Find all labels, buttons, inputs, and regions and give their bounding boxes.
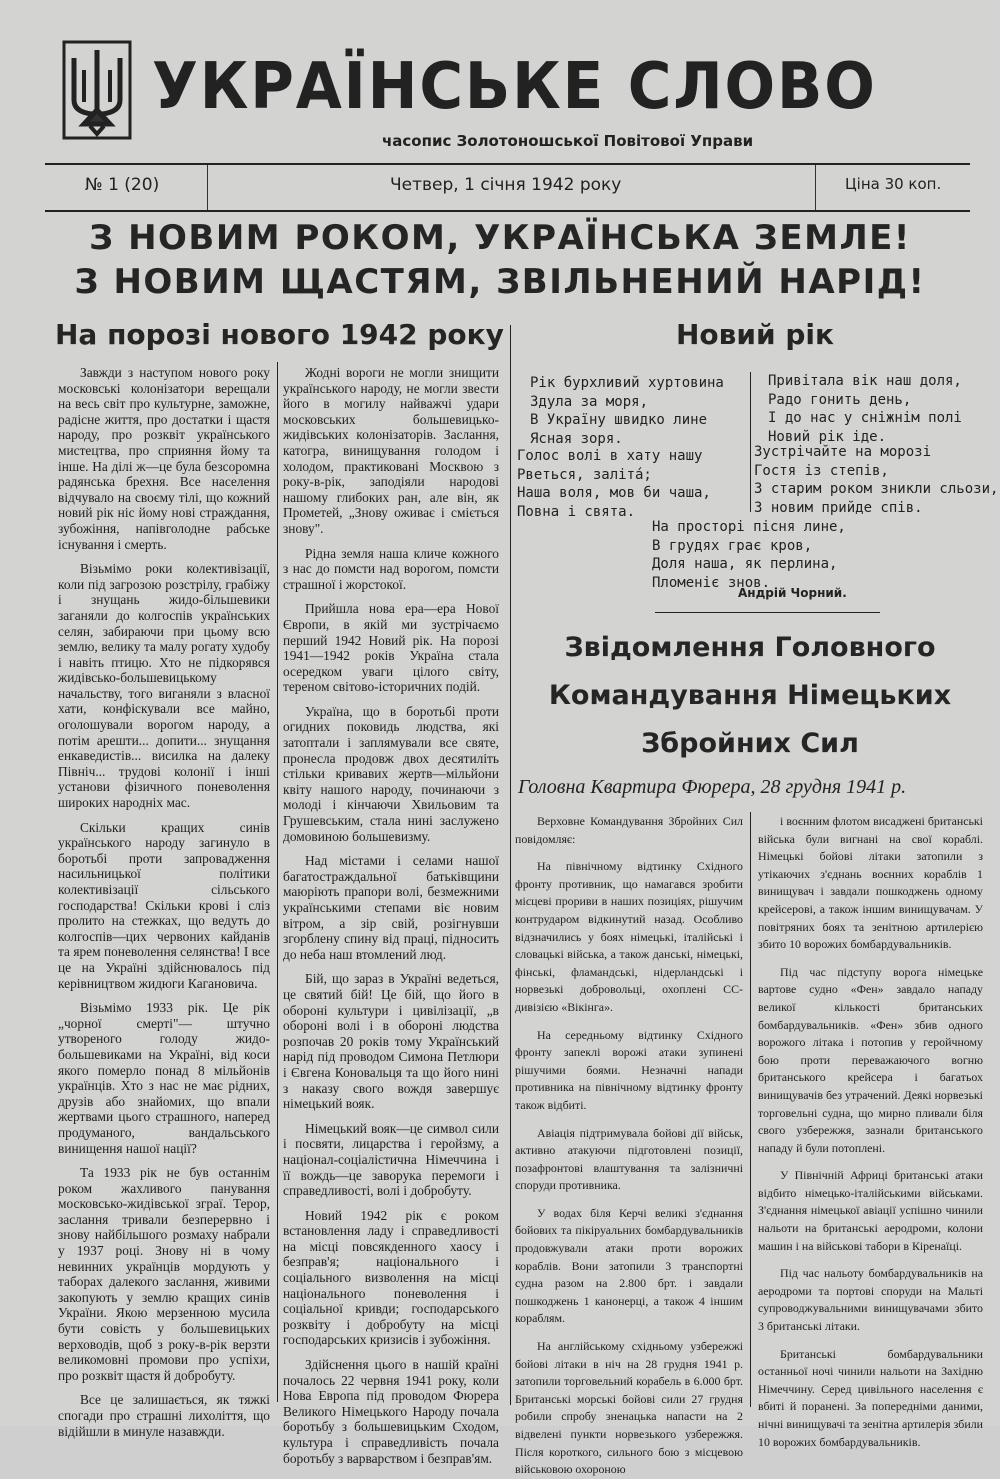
paragraph: і воєнним флотом висаджені британські війська були вигнані на свої кораблі. Німецькі бойові літаки затопили з утікаючих з'єднань воєнних кораблів 1 винищувач і завдали пошкоджень одному крейсерові, а також іншим винищувачам. У повітряних боях та зенітною артилерією збито 10 ворожих бомбардувальників. <box>758 814 983 952</box>
paragraph: Над містами і селами нашої багатостраждальної батьківщини маюріють прапори волі, безмежними українськими степами віє новим вітром, а зір свій, розігнувши згорблену спину від праці, підносить до неба наш втомлений люд. <box>283 853 499 962</box>
paragraph: Україна, що в боротьбі проти огидних поковидь людства, які затоптали і заплямували все святе, пронесла продовж двох десятиліть стільки кривавих жертв—мільйони квіту нашого народу, починаючи з молоді і кінчаючи Хвильовим та Грушевським, стала нині заслужено домовиною большевизму. <box>283 703 499 844</box>
report-title-line-3: Збройних Сил <box>641 728 859 759</box>
paragraph: Здійснення цього в нашій країні почалось 22 червня 1941 року, коли Нова Европа під проводом Фюрера Великого Німецького Народу почала боротьбу з большевицьким Сходом, культура і справедливість почала боротьбу з варварством і безправ'ям. <box>283 1357 499 1466</box>
paragraph: Під час нальоту бомбардувальників на аеродроми та портові споруди на Мальті супроводжувальними винищувачами збито 3 британські літаки. <box>758 1266 983 1334</box>
poem-stanza: Привітала вік наш доля, Радо гонить день, І до нас у сніжнім полі Новий рік іде. <box>768 373 962 445</box>
issue-price: Ціна 30 коп. <box>845 175 942 193</box>
paragraph: Авіація підтримувала бойові дії військ, активно атакуючи підготовлені позиції, позафронтові влаштування та залізничні споруди противника. <box>515 1125 743 1193</box>
report-title-line-2: Командування Німецьких <box>548 680 952 711</box>
paragraph: Скільки кращих синів українського народу загинуло в боротьбі проти запровадження насильницької політики колективізації сільського господарства! Скільки крові і сліз пролито на стежках, що ведуть до колгоспів—цих червоних кайданів та ярем поневолення селянства! І все це на Україні здійснювалось під керівництвом жидюги Кагановича. <box>58 819 270 991</box>
poem-author: Андрій Чорний. <box>738 586 847 600</box>
article-column-2 <box>283 365 499 1466</box>
paragraph: Британські бомбардувальники останньої ночі чинили нальоти на Західню Німеччину. Серед цивільного населення є вбиті й поранені. За попередніми даними, нічні винищувачі та зенітна артилерія збили 10 ворожих бомбардувальників. <box>758 1346 983 1449</box>
paragraph: Все це залишається, як тяжкі спогади про страшні лихоліття, що відійшли в минуле назавжди. <box>58 1392 270 1439</box>
paragraph: Прийшла нова ера—ера Нової Європи, в якій ми зустрічаємо перший 1942 Новий рік. На порозі 1941—1942 років Україна стала осередком уваги цілого світу, тереном світово-історичних подій. <box>283 601 499 695</box>
report-column-divider <box>750 812 751 1407</box>
report-column-2 <box>758 813 983 1449</box>
info-divider <box>207 165 208 210</box>
report-title-line-1: Звідомлення Головного <box>564 632 936 663</box>
article-column-1 <box>58 365 270 1439</box>
paragraph: Рідна земля наша кличе кожного з нас до помсти над ворогом, помсти страшної і жорстокої. <box>283 545 499 592</box>
paragraph: На англійському східньому узбережжі бойові літаки в ніч на 28 грудня 1941 р. затопили торговельний корабель в 6.000 брт. Британські морські бойові сили 27 грудня робили спробу зненацька напасти на 2 відвелені пункти норвезького узбережжя. Після короткого, сильного бою з місцевою військовою охороною <box>515 1339 743 1477</box>
trident-emblem-icon <box>62 40 132 140</box>
paragraph: Під час підступу ворога німецьке вартове судно «Фен» завдало нападу великої кількості британських бомбардувальників. «Фен» збив одного ворожого літака і потопив у геройчному бою проти переважаючого вогню британського крейсера і багатьох винищувачів без утрачений. Деякі норвезькі торговельні судна, що мирно пливали біля свого узбережжя, зазнали британського нападу й були потоплені. <box>758 964 983 1155</box>
poem-stanza: Зустрічайте на морозі Гостя із степів, З старим роком зникли сльози, З новим прийде спів. <box>754 444 999 516</box>
issue-date: Четвер, 1 січня 1942 року <box>390 175 622 195</box>
report-column-1 <box>515 813 743 1477</box>
paragraph: На північному відтинку Східного фронту противник, що намагався зробити місцеві прориви в наших позиціях, рішучим контрударом відкинутий назад. Особливо відзначились у боях німецькі, італійські і словацькі війська, а також данські, німецькі, фінські, фламандські, нідерландські і норвезькі добровольці, охоплені СС-дивізією «Вікінга». <box>515 859 743 1014</box>
newspaper-title: УКРАЇНСЬКЕ СЛОВО <box>152 50 877 124</box>
paragraph: Та 1933 рік не був останнім роком жахливого панування московсько-жидівської зграї. Терор, заслання тривали безперервно і знову найбільшого розмаху набрали у 1937 році. Знову ні в чому невинних українців мордують у таборах далекого заслання, живими закопують у землю кращих синів України. Якою мерзенною мусила бути совість у большевицьких верховодів, щоб з року-в-рік верзти великомовні промови про успіхи, про розквіт щастя й добробуту. <box>58 1165 270 1383</box>
article-title: На порозі нового 1942 року <box>55 318 504 351</box>
column-divider <box>277 362 278 1402</box>
poem-title: Новий рік <box>675 318 835 351</box>
issue-number: № 1 (20) <box>85 175 160 195</box>
headline-line-1: З НОВИМ РОКОМ, УКРАЇНСЬКА ЗЕМЛЕ! <box>89 218 911 258</box>
paragraph: У водах біля Керчі великі з'єднання бойових та пікіруальних бомбардувальників продовжували атаки проти ворожих кораблів. Вони затопили 3 транспортні судна разом на 2.800 брт. і завдали пошкоджень 1 канонерці, а також 4 іншим кораблям. <box>515 1205 743 1326</box>
paragraph: У Північній Африці британські атаки відбито німецько-італійськими військами. З'єднання німецької авіації успішно чинили нальоти на британські аеродроми, колони машин і на військові табори в Кіренаїці. <box>758 1168 983 1253</box>
paragraph: Завжди з наступом нового року московські колонізатори верещали на весь світ про культурне, заможне, радісне життя, про достатки і щастя народу, про розквіт українського мистецтва, про сприяння йому та інше. На ділі ж—це була безсоромна радянська брехня. Все населення відчувало на своєму тілі, що кожний новий рік ніс йому нові страждання, зубожіння, напівголодне рабське існування і смерть. <box>58 365 270 552</box>
issue-info-bar <box>45 165 970 210</box>
poem-stanza: Рік бурхливий хуртовина Здула за моря, В Україну швидко лине Ясная зоря. <box>530 375 724 447</box>
paragraph: Бій, що зараз в Україні ведеться, це святий бій! Це бій, що його в обороні культури і цивілізації, „в обороні волі і в обороні людства розпочав 20 років тому Український нарід під проводом Симона Петлюри і Євгена Коновальця та що його нині з наказу свого вождя завершує німецький вояк. <box>283 971 499 1112</box>
report-dateline: Головна Квартира Фюрера, 28 грудня 1941 р. <box>518 776 907 798</box>
info-divider <box>815 165 816 210</box>
paragraph: Візьмімо роки колективізації, коли під загрозою розстрілу, грабіжу і знущань жидо-більшевики заганяли до колгоспів українських селян, забираючи при цьому всю землю, велику та малу рогату худобу і навіть птицю. Хто не підкорявся жидівсько-большевицькому начальству, того виганяли з власної хати, конфіскували все майно, оголошували ворогом народу, а потім арешти... допити... знущання енкаведистів... висилка на далеку Північ... трудові колонії і інші установи фізичного поневолення широких народніх мас. <box>58 561 270 811</box>
paragraph: Верховне Командування Збройних Сил повідомляє: <box>515 814 743 846</box>
paragraph: Жодні вороги не могли знищити українського народу, не могли звести його в могилу найважчі удари московських большевицько-жидівських колонізаторів. Заслання, катогра, винищування голодом і холодом, практиковані Москвою з року-в-рік, заподіяли народові нашому глибоких ран, але він, як Прометей, „Знову оживає і сміється знову". <box>283 365 499 536</box>
paragraph: Візьмімо 1933 рік. Це рік „чорної смерті"— штучно утвореного голоду жидо-большевиками на Україні, від коси якого померло понад 8 мільйонів українців. Хто з нас не має рідних, друзів або знайомих, що впали жертвами цього страшного, наперед продуманого, вандальського винищення нашої нації? <box>58 1000 270 1156</box>
poem-divider <box>750 372 751 512</box>
poem-stanza: На просторі пісня лине, В грудях грає кров, Доля наша, як перлина, Пломеніє знов. <box>652 519 846 591</box>
paragraph: На середньому відтинку Східного фронту запеклі ворожі атаки зупинені рішучими боями. Незначні напади противника на північному відтинку фронту також відбиті. <box>515 1027 743 1112</box>
paragraph: Німецький вояк—це символ сили і посвяти, лицарства і геройзму, а націонал-соціалістична Німеччина і її вождь—це заворука перемоги і справедливості, волі і добробуту. <box>283 1120 499 1199</box>
masthead <box>62 40 962 150</box>
poem-stanza: Голос волі в хату нашу Рветься, залітá; Наша воля, мов би чаша, Повна і свята. <box>517 448 711 520</box>
headline-line-2: З НОВИМ ЩАСТЯМ, ЗВІЛЬНЕНИЙ НАРІД! <box>74 262 926 302</box>
paragraph: Новий 1942 рік є роком встановлення ладу і справедливості на місці повсякденного хаосу і безправ'я; національного і соціального визволення на місці національного поневолення і соціальної кривди; господарського розквіту і добробуту на місці господарських кризисів і зубожіння. <box>283 1207 499 1348</box>
poem-end-rule <box>655 612 880 613</box>
infobar-rule <box>45 210 970 212</box>
newspaper-subtitle: часопис Золотоношської Повітової Управи <box>382 132 754 150</box>
page-column-divider <box>510 325 511 1405</box>
